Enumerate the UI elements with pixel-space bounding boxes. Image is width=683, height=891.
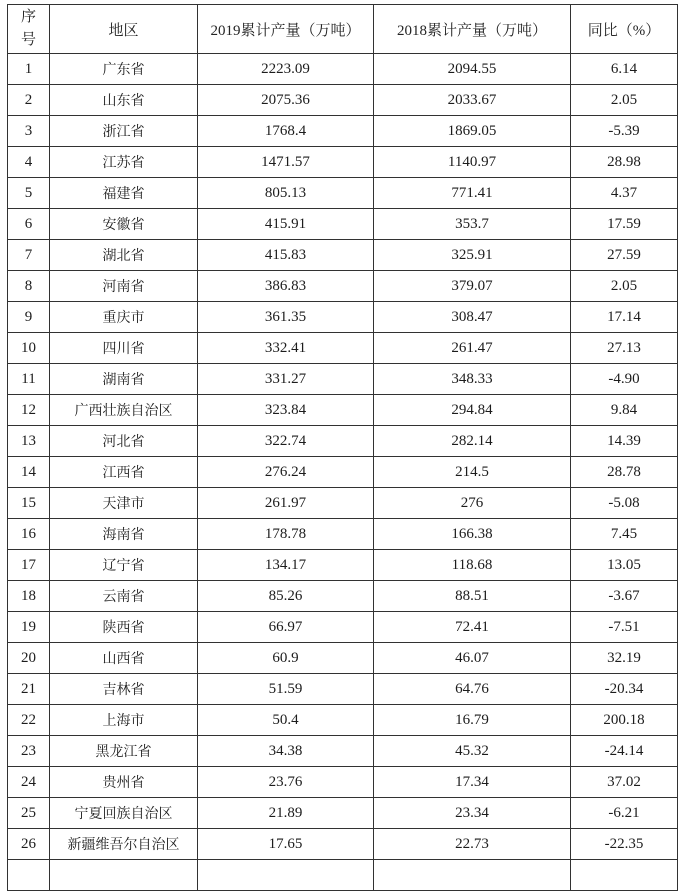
output-2018-cell: 1140.97 xyxy=(374,147,571,178)
output-2018-cell: 276 xyxy=(374,488,571,519)
yoy-cell: -4.90 xyxy=(571,364,678,395)
region-cell: 福建省 xyxy=(50,178,198,209)
output-2019-cell: 322.74 xyxy=(198,426,374,457)
output-2018-cell: 308.47 xyxy=(374,302,571,333)
table-row xyxy=(8,643,678,674)
output-2018-cell: 16.79 xyxy=(374,705,571,736)
index-cell: 21 xyxy=(8,674,50,705)
output-2019-cell: 60.9 xyxy=(198,643,374,674)
output-2019-cell: 21.89 xyxy=(198,798,374,829)
index-cell: 23 xyxy=(8,736,50,767)
output-2018-cell: 17.34 xyxy=(374,767,571,798)
yoy-cell: 37.02 xyxy=(571,767,678,798)
yoy-cell: -6.21 xyxy=(571,798,678,829)
table-row xyxy=(8,736,678,767)
output-2019-cell: 805.13 xyxy=(198,178,374,209)
yoy-cell: 14.39 xyxy=(571,426,678,457)
index-cell: 4 xyxy=(8,147,50,178)
region-cell: 重庆市 xyxy=(50,302,198,333)
region-cell: 湖北省 xyxy=(50,240,198,271)
table-row xyxy=(8,829,678,860)
output-2018-cell: 166.38 xyxy=(374,519,571,550)
region-cell: 湖南省 xyxy=(50,364,198,395)
index-cell: 17 xyxy=(8,550,50,581)
yoy-cell: -7.51 xyxy=(571,612,678,643)
yoy-cell: -22.35 xyxy=(571,829,678,860)
region-cell: 江苏省 xyxy=(50,147,198,178)
yoy-cell: 200.18 xyxy=(571,705,678,736)
index-cell xyxy=(8,860,50,891)
table-row xyxy=(8,333,678,364)
region-cell: 新疆维吾尔自治区 xyxy=(50,829,198,860)
output-2018-cell: 379.07 xyxy=(374,271,571,302)
table-row xyxy=(8,240,678,271)
output-2019-cell: 415.83 xyxy=(198,240,374,271)
output-2018-cell: 282.14 xyxy=(374,426,571,457)
index-cell: 18 xyxy=(8,581,50,612)
output-2018-cell: 2033.67 xyxy=(374,85,571,116)
header-row xyxy=(8,5,678,54)
table-row xyxy=(8,54,678,85)
region-cell: 河北省 xyxy=(50,426,198,457)
output-2019-cell: 178.78 xyxy=(198,519,374,550)
header-index-label: 序号 xyxy=(20,8,36,48)
yoy-cell: 7.45 xyxy=(571,519,678,550)
index-cell: 20 xyxy=(8,643,50,674)
table-row xyxy=(8,581,678,612)
region-cell: 山东省 xyxy=(50,85,198,116)
output-2019-cell: 2075.36 xyxy=(198,85,374,116)
region-cell: 四川省 xyxy=(50,333,198,364)
yoy-cell: 17.59 xyxy=(571,209,678,240)
index-cell: 1 xyxy=(8,54,50,85)
region-cell: 上海市 xyxy=(50,705,198,736)
index-cell: 15 xyxy=(8,488,50,519)
table-row xyxy=(8,426,678,457)
output-2018-cell xyxy=(374,860,571,891)
output-2018-cell: 1869.05 xyxy=(374,116,571,147)
yoy-cell: -5.39 xyxy=(571,116,678,147)
output-2018-cell: 214.5 xyxy=(374,457,571,488)
table-row xyxy=(8,364,678,395)
output-2018-cell: 325.91 xyxy=(374,240,571,271)
output-2019-cell: 261.97 xyxy=(198,488,374,519)
output-2018-cell: 353.7 xyxy=(374,209,571,240)
region-cell: 山西省 xyxy=(50,643,198,674)
index-cell: 19 xyxy=(8,612,50,643)
yoy-cell: 4.37 xyxy=(571,178,678,209)
index-cell: 13 xyxy=(8,426,50,457)
index-cell: 26 xyxy=(8,829,50,860)
table-row xyxy=(8,550,678,581)
region-cell: 广西壮族自治区 xyxy=(50,395,198,426)
output-2018-cell: 118.68 xyxy=(374,550,571,581)
region-cell: 陕西省 xyxy=(50,612,198,643)
region-cell: 贵州省 xyxy=(50,767,198,798)
table-row xyxy=(8,209,678,240)
output-2019-cell: 323.84 xyxy=(198,395,374,426)
region-cell: 广东省 xyxy=(50,54,198,85)
output-2019-cell: 1768.4 xyxy=(198,116,374,147)
output-2019-cell: 34.38 xyxy=(198,736,374,767)
output-2019-cell: 2223.09 xyxy=(198,54,374,85)
yoy-cell: 27.13 xyxy=(571,333,678,364)
table-row xyxy=(8,178,678,209)
output-2019-cell: 85.26 xyxy=(198,581,374,612)
region-cell: 黑龙江省 xyxy=(50,736,198,767)
header-region: 地区 xyxy=(50,5,198,54)
yoy-cell: -20.34 xyxy=(571,674,678,705)
yoy-cell: 13.05 xyxy=(571,550,678,581)
index-cell: 6 xyxy=(8,209,50,240)
table-row xyxy=(8,705,678,736)
table-row xyxy=(8,767,678,798)
yoy-cell: -3.67 xyxy=(571,581,678,612)
index-cell: 3 xyxy=(8,116,50,147)
yoy-cell xyxy=(571,860,678,891)
header-index xyxy=(8,5,50,54)
yoy-cell: -5.08 xyxy=(571,488,678,519)
table-row xyxy=(8,488,678,519)
table-row xyxy=(8,395,678,426)
index-cell: 11 xyxy=(8,364,50,395)
region-cell: 浙江省 xyxy=(50,116,198,147)
yoy-cell: 28.98 xyxy=(571,147,678,178)
yoy-cell: 2.05 xyxy=(571,85,678,116)
output-2019-cell: 17.65 xyxy=(198,829,374,860)
output-2019-cell: 50.4 xyxy=(198,705,374,736)
header-2019-output: 2019累计产量（万吨） xyxy=(198,5,374,54)
index-cell: 2 xyxy=(8,85,50,116)
header-yoy: 同比（%） xyxy=(571,5,678,54)
output-2018-cell: 771.41 xyxy=(374,178,571,209)
table-row xyxy=(8,674,678,705)
output-2019-cell: 23.76 xyxy=(198,767,374,798)
region-cell: 云南省 xyxy=(50,581,198,612)
output-2018-cell: 72.41 xyxy=(374,612,571,643)
region-cell: 宁夏回族自治区 xyxy=(50,798,198,829)
output-2019-cell: 415.91 xyxy=(198,209,374,240)
output-2018-cell: 22.73 xyxy=(374,829,571,860)
region-cell: 吉林省 xyxy=(50,674,198,705)
table-header xyxy=(8,5,678,54)
table-row xyxy=(8,612,678,643)
region-cell xyxy=(50,860,198,891)
table-row xyxy=(8,457,678,488)
output-2019-cell: 51.59 xyxy=(198,674,374,705)
yoy-cell: 28.78 xyxy=(571,457,678,488)
output-2018-cell: 348.33 xyxy=(374,364,571,395)
output-2019-cell: 134.17 xyxy=(198,550,374,581)
index-cell: 8 xyxy=(8,271,50,302)
index-cell: 16 xyxy=(8,519,50,550)
output-2019-cell: 361.35 xyxy=(198,302,374,333)
output-2019-cell: 66.97 xyxy=(198,612,374,643)
table-row xyxy=(8,116,678,147)
output-2019-cell xyxy=(198,860,374,891)
output-2018-cell: 64.76 xyxy=(374,674,571,705)
table-row xyxy=(8,147,678,178)
table-row xyxy=(8,302,678,333)
table-row xyxy=(8,798,678,829)
index-cell: 10 xyxy=(8,333,50,364)
output-2019-cell: 332.41 xyxy=(198,333,374,364)
output-2019-cell: 386.83 xyxy=(198,271,374,302)
yoy-cell: 17.14 xyxy=(571,302,678,333)
production-table xyxy=(7,4,678,891)
output-2019-cell: 331.27 xyxy=(198,364,374,395)
header-2018-output: 2018累计产量（万吨） xyxy=(374,5,571,54)
index-cell: 22 xyxy=(8,705,50,736)
table-row xyxy=(8,85,678,116)
index-cell: 12 xyxy=(8,395,50,426)
yoy-cell: 32.19 xyxy=(571,643,678,674)
index-cell: 5 xyxy=(8,178,50,209)
index-cell: 24 xyxy=(8,767,50,798)
output-2018-cell: 261.47 xyxy=(374,333,571,364)
output-2018-cell: 2094.55 xyxy=(374,54,571,85)
yoy-cell: 6.14 xyxy=(571,54,678,85)
yoy-cell: 9.84 xyxy=(571,395,678,426)
table-body xyxy=(8,54,678,891)
yoy-cell: 27.59 xyxy=(571,240,678,271)
region-cell: 河南省 xyxy=(50,271,198,302)
output-2018-cell: 45.32 xyxy=(374,736,571,767)
table-row xyxy=(8,519,678,550)
region-cell: 安徽省 xyxy=(50,209,198,240)
region-cell: 江西省 xyxy=(50,457,198,488)
yoy-cell: -24.14 xyxy=(571,736,678,767)
output-2018-cell: 294.84 xyxy=(374,395,571,426)
output-2018-cell: 88.51 xyxy=(374,581,571,612)
table-row xyxy=(8,271,678,302)
output-2018-cell: 23.34 xyxy=(374,798,571,829)
region-cell: 辽宁省 xyxy=(50,550,198,581)
yoy-cell: 2.05 xyxy=(571,271,678,302)
region-cell: 海南省 xyxy=(50,519,198,550)
output-2019-cell: 276.24 xyxy=(198,457,374,488)
output-2019-cell: 1471.57 xyxy=(198,147,374,178)
index-cell: 14 xyxy=(8,457,50,488)
cut-off-row xyxy=(8,860,678,891)
region-cell: 天津市 xyxy=(50,488,198,519)
output-2018-cell: 46.07 xyxy=(374,643,571,674)
index-cell: 7 xyxy=(8,240,50,271)
index-cell: 25 xyxy=(8,798,50,829)
index-cell: 9 xyxy=(8,302,50,333)
